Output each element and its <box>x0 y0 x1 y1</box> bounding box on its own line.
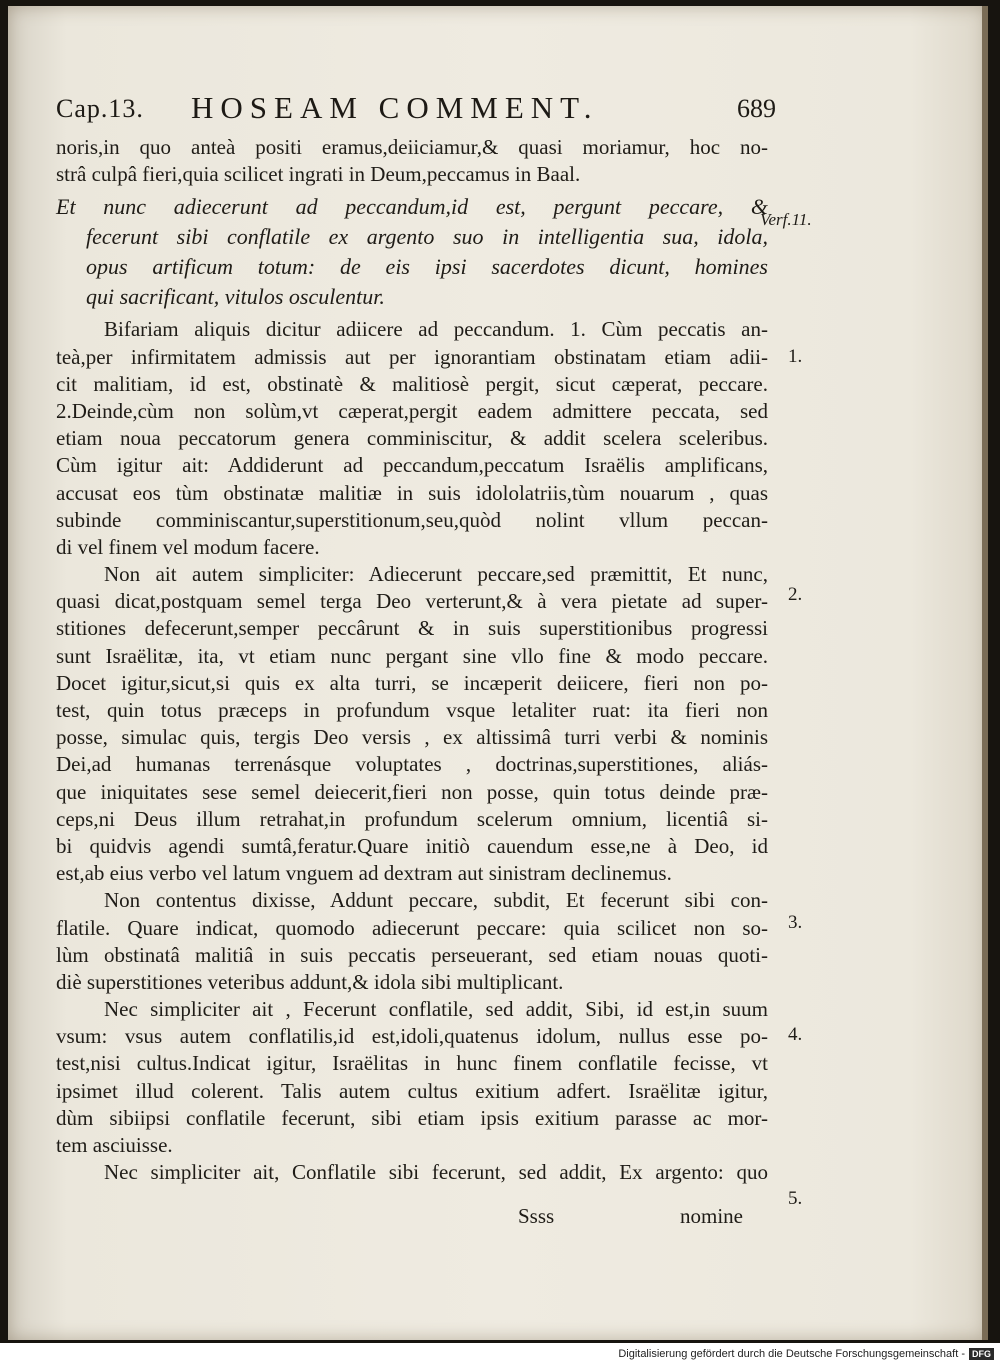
text-line: Nec simpliciter ait, Conflatile sibi fecerunt, sed addit, Ex argento: quo <box>104 1160 768 1185</box>
text-line: dùm sibiipsi conflatile fecerunt, sibi etiam ipsis exitium parasse ac mor- <box>56 1105 768 1130</box>
margin-number: 2. <box>788 584 803 605</box>
text-line: stitiones defecerunt,semper peccârunt & in suis superstitionibus progressi <box>56 616 768 641</box>
text-line: quasi dicat,postquam semel terga Deo verterunt,& à vera pietate ad super- <box>56 589 768 614</box>
text-line: vsum: vsus autem conflatilis,id est,idoli,quatenus idolum, nullus esse po- <box>56 1024 768 1049</box>
text-line: Bifariam aliquis dicitur adiicere ad peccandum. 1. Cùm peccatis an- <box>104 317 768 342</box>
margin-verse-note: Verf.11. <box>760 210 812 229</box>
text-line: est,ab eius verbo vel latum vnguem ad dextram aut sinistram declinemus. <box>56 861 672 886</box>
text-line: ipsimet illud colerent. Talis autem cultus exitium adfert. Israëlitæ igitur, <box>56 1078 768 1103</box>
text-line: teà,per infirmitatem admissis aut per ignorantiam obstinatam etiam adii- <box>56 344 768 369</box>
text-line: diè superstitiones veteribus addunt,& idola sibi multiplicant. <box>56 969 564 994</box>
text-line: Docet igitur,sicut,si quis ex alta turri, se incæperit deiicere, fieri non po- <box>56 670 768 695</box>
text-line: accusat eos tùm obstinatæ malitiæ in suis idololatriis,tùm nouarum , quas <box>56 480 768 505</box>
page-number: 689 <box>737 94 776 123</box>
running-head <box>56 90 776 130</box>
text-line: etiam noua peccatorum genera comminiscitur, & addit scelera sceleribus. <box>56 426 768 451</box>
text-line: que iniquitates sese semel deiecerit,fieri non posse, quin totus deinde præ- <box>56 779 768 804</box>
text-line: Nec simpliciter ait , Fecerunt conflatile, sed addit, Sibi, id est,in suum <box>104 997 768 1022</box>
text-line: subinde comminiscantur,superstitionum,seu,quòd nolint vllum peccan- <box>56 507 768 532</box>
text-line: Dei,ad humanas terrenásque voluptates , doctrinas,superstitiones, aliás- <box>56 752 768 777</box>
text-line: strâ culpâ fieri,quia scilicet ingrati in Deum,peccamus in Baal. <box>56 162 581 187</box>
running-head-chapter: Cap.13. <box>56 94 144 123</box>
main-text <box>56 134 768 1186</box>
text-line: sunt Israëlitæ, ita, vt etiam nunc pergant sine vllo fine & modo peccare. <box>56 643 768 668</box>
footer-text: Digitalisierung gefördert durch die Deutsche Forschungsgemeinschaft - <box>618 1348 965 1360</box>
signature-mark: Ssss <box>518 1204 555 1228</box>
text-line: Cùm igitur ait: Addiderunt ad peccandum,peccatum Israëlis amplificans, <box>56 453 768 478</box>
lemma-line: fecerunt sibi conflatile ex argento suo in intelligentia sua, idola, <box>86 224 768 250</box>
text-line: noris,in quo anteà positi eramus,deiiciamur,& quasi moriamur, hoc no- <box>56 135 768 159</box>
lemma-line: qui sacrificant, vitulos osculentur. <box>86 284 385 310</box>
text-line: lùm obstinatâ malitiâ in suis peccatis perseuerant, sed etiam nouas quoti- <box>56 942 768 967</box>
catchword: nomine <box>680 1204 743 1228</box>
text-line: posse, simulac quis, tergis Deo versis , ex altissimâ turri verbi & nominis <box>56 725 768 750</box>
margin-number: 3. <box>788 912 803 933</box>
text-line: 2.Deinde,cùm non solùm,vt cæperat,pergit eadem admittere peccata, sed <box>56 398 768 423</box>
running-head-title: HOSEAM COMMENT. <box>191 90 599 125</box>
footer-bar <box>0 1343 1000 1364</box>
text-line: tem asciuisse. <box>56 1133 173 1157</box>
text-line: Non contentus dixisse, Addunt peccare, subdit, Et fecerunt sibi con- <box>104 888 768 913</box>
book-page <box>8 6 988 1340</box>
margin-number: 4. <box>788 1024 803 1045</box>
text-line: di vel finem vel modum facere. <box>56 534 320 559</box>
text-line: test, quin totus præceps in profundum vsque letaliter ruat: ita fieri non <box>56 698 768 722</box>
text-line: bi quidvis agendi sumtâ,feratur.Quare initiò cauendum esse,ne à Deo, id <box>56 833 768 858</box>
margin-number: 1. <box>788 346 803 367</box>
text-line: ceps,ni Deus illum retrahat,in profundum scelerum omnium, licentiâ si- <box>56 806 768 831</box>
dfg-logo: DFG <box>969 1348 994 1360</box>
text-line: Non ait autem simpliciter: Adiecerunt peccare,sed præmittit, Et nunc, <box>104 562 768 587</box>
lemma-line: Et nunc adiecerunt ad peccandum,id est, pergunt peccare, & <box>56 194 768 220</box>
text-line: cit malitiam, id est, obstinatè & malitiosè pergit, sicut cæperat, peccare. <box>56 371 768 396</box>
margin-number: 5. <box>788 1188 803 1209</box>
text-line: flatile. Quare indicat, quomodo adiecerunt peccare: quia scilicet non so- <box>56 915 768 940</box>
text-line: test,nisi cultus.Indicat igitur, Israëlitas in hunc finem conflatile fecisse, vt <box>56 1051 768 1076</box>
page-edge <box>982 6 988 1340</box>
lemma-line: opus artificum totum: de eis ipsi sacerdotes dicunt, homines <box>86 254 768 280</box>
